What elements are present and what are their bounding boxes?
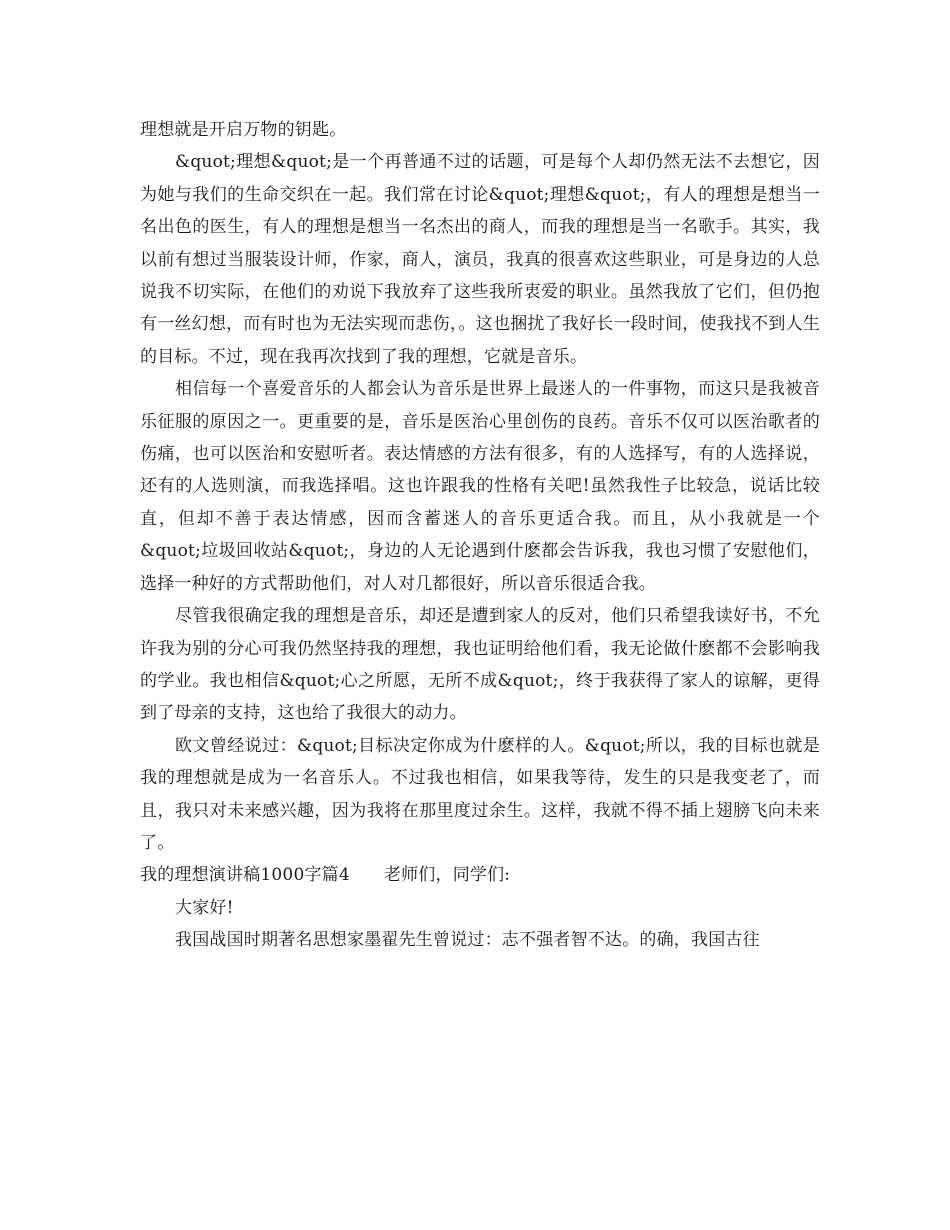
document-body bbox=[140, 114, 820, 957]
section-heading: 我的理想演讲稿1000字篇4 bbox=[140, 865, 350, 886]
section-heading-line bbox=[140, 859, 820, 891]
paragraph-2: &quot;理想&quot;是一个再普通不过的话题，可是每个人却仍然无法不去想它，因为她与我们的生命交织在一起。我们常在讨论&quot;理想&quot;，有人的理想是想当一名出色的医生，有人的理想是想当一名杰出的商人，而我的理想是当一名歌手。其实，我以前有想过当服装设计师，作家，商人，演员，我真的很喜欢这些职业，可是身边的人总说我不切实际，在他们的劝说下我放弃了这些我所衷爱的职业。虽然我放了它们，但仍抱有一丝幻想，而有时也为无法实现而悲伤，。这也捆扰了我好长一段时间，使我找不到人生的目标。不过，现在我再次找到了我的理想，它就是音乐。 bbox=[140, 152, 820, 367]
greeting: 大家好! bbox=[175, 897, 234, 918]
paragraph-1: 理想就是开启万物的钥匙。 bbox=[140, 120, 347, 140]
salutation: 老师们，同学们: bbox=[383, 865, 511, 886]
paragraph-5: 欧文曾经说过：&quot;目标决定你成为什麽样的人。&quot;所以，我的目标也就是我的理想就是成为一名音乐人。不过我也相信，如果我等待，发生的只是我变老了，而且，我只对未来感兴趣，因为我将在那里度过余生。这样，我就不得不插上翅膀飞向未来了。 bbox=[140, 735, 820, 853]
paragraph-6: 我国战国时期著名思想家墨翟先生曾说过：志不强者智不达。的确，我国古往 bbox=[175, 930, 760, 951]
paragraph-3: 相信每一个喜爱音乐的人都会认为音乐是世界上最迷人的一件事物，而这只是我被音乐征服的原因之一。更重要的是，音乐是医治心里创伤的良药。音乐不仅可以医治歌者的伤痛，也可以医治和安慰听者。表达情感的方法有很多，有的人选择写，有的人选择说，还有的人选则演，而我选择唱。这也许跟我的性格有关吧!虽然我性子比较急，说话比较直，但却不善于表达情感，因而含蓄迷人的音乐更适合我。而且，从小我就是一个&quot;垃圾回收站&quot;，身边的人无论遇到什麽都会告诉我，我也习惯了安慰他们，选择一种好的方式帮助他们，对人对几都很好，所以音乐很适合我。 bbox=[140, 379, 820, 594]
paragraph-4: 尽管我很确定我的理想是音乐，却还是遭到家人的反对，他们只希望我读好书，不允许我为别的分心可我仍然坚持我的理想，我也证明给他们看，我无论做什麽都不会影响我的学业。我也相信&quot;心之所愿，无所不成&quot;，终于我获得了家人的谅解，更得到了母亲的支持，这也给了我很大的动力。 bbox=[140, 606, 820, 724]
